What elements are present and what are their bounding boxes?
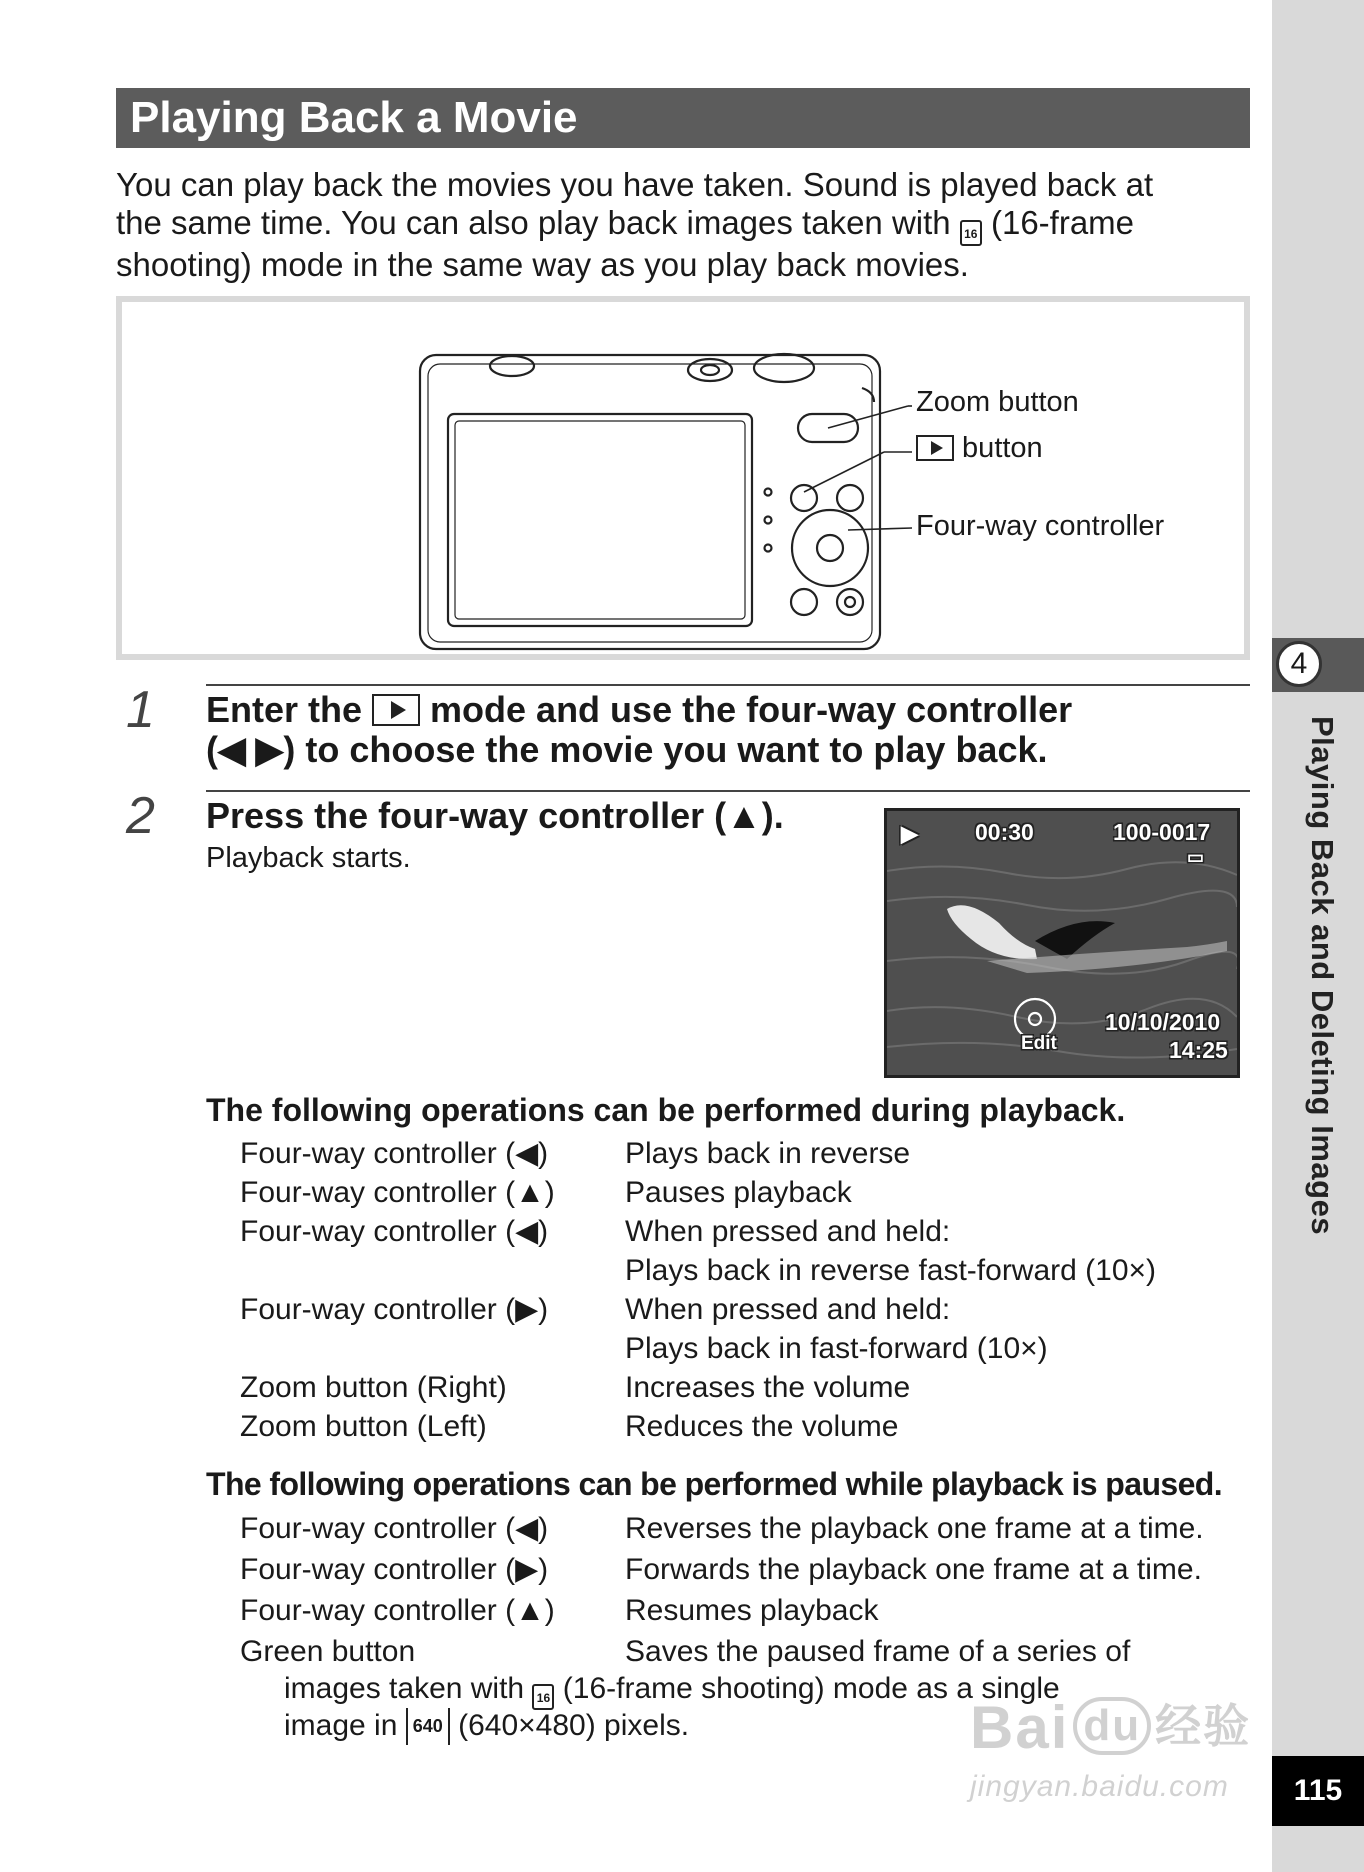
resolution-640-icon: 640	[406, 1708, 450, 1745]
file-number: 100-0017	[1113, 819, 1211, 845]
intro-line-1: You can play back the movies you have taken. Sound is played back at	[116, 166, 1154, 203]
chapter-number: 4	[1276, 641, 1322, 687]
table-row: Four-way controller (◀) When pressed and held:	[240, 1215, 951, 1248]
playback-icon	[916, 435, 954, 461]
watermark-text-du: du	[1073, 1697, 1151, 1755]
table-row: Four-way controller (▲) Resumes playback	[240, 1594, 879, 1627]
table-row: Four-way controller (▶) When pressed and held:	[240, 1293, 951, 1326]
green-button-continuation-1: images taken with 16 (16-frame shooting) mode as a single	[284, 1670, 1060, 1710]
edit-label: Edit	[1021, 1033, 1057, 1054]
during-playback-heading: The following operations can be performed during playback.	[206, 1092, 1126, 1128]
four-way-controller-label: Four-way controller	[916, 510, 1165, 542]
table-row: Zoom button (Left) Reduces the volume	[240, 1410, 899, 1443]
camera-figure	[116, 296, 1250, 660]
playback-screen	[884, 808, 1240, 1078]
table-row-continuation: Plays back in fast-forward (10×)	[625, 1332, 1048, 1365]
watermark-text-jingyan: 经验	[1155, 1700, 1252, 1752]
chapter-title: Playing Back and Deleting Images	[1305, 716, 1340, 1236]
sixteen-frame-icon: 16	[532, 1684, 554, 1710]
zoom-button-label: Zoom button	[916, 386, 1079, 418]
recording-time: 00:30	[975, 819, 1034, 845]
watermark-url: jingyan.baidu.com	[970, 1770, 1229, 1803]
sixteen-frame-icon: 16	[960, 220, 982, 246]
intro-paragraph	[116, 166, 1256, 284]
step-2-rule	[206, 790, 1250, 792]
table-row: Green button Saves the paused frame of a series of	[240, 1635, 1131, 1668]
battery-icon: ▭	[1187, 847, 1205, 867]
step-1-title: Enter the mode and use the four-way controller (◀ ▶) to choose the movie you want to play back.	[206, 689, 1073, 770]
page-number: 115	[1272, 1756, 1364, 1826]
play-button-label: button	[916, 432, 1043, 465]
watermark-text-bai: Bai	[970, 1694, 1070, 1761]
camera-back-illustration	[122, 302, 1244, 654]
page-title: Playing Back a Movie	[116, 88, 1250, 148]
paused-playback-table	[240, 1508, 1204, 1672]
capture-date: 10/10/2010	[1105, 1009, 1221, 1035]
step-2-title: Press the four-way controller (▲).	[206, 795, 784, 836]
table-row: Four-way controller (◀) Plays back in reverse	[240, 1137, 911, 1170]
table-row: Four-way controller (▶) Forwards the playback one frame at a time.	[240, 1553, 1202, 1586]
playback-mode-icon	[372, 694, 420, 726]
table-row: Zoom button (Right) Increases the volume	[240, 1371, 911, 1404]
green-button-continuation-2: image in 640 (640×480) pixels.	[284, 1707, 689, 1745]
intro-line-2: the same time. You can also play back images taken with 16 (16-frame	[116, 204, 1256, 246]
table-row-continuation: Plays back in reverse fast-forward (10×)	[625, 1254, 1157, 1287]
step-1-number: 1	[126, 681, 155, 739]
table-row: Four-way controller (▲) Pauses playback	[240, 1176, 852, 1209]
step-1-rule	[206, 684, 1250, 686]
capture-time: 14:25	[1169, 1037, 1228, 1063]
table-row: Four-way controller (◀) Reverses the playback one frame at a time.	[240, 1512, 1204, 1545]
step-2-description: Playback starts.	[206, 842, 411, 874]
intro-line-3: shooting) mode in the same way as you play back movies.	[116, 246, 969, 283]
baidu-watermark	[960, 1690, 1280, 1820]
paused-playback-heading: The following operations can be performed while playback is paused.	[206, 1466, 1223, 1502]
movie-playback-icon: ▶	[901, 821, 918, 846]
during-playback-table	[240, 1134, 1156, 1446]
step-2-number: 2	[126, 787, 155, 845]
